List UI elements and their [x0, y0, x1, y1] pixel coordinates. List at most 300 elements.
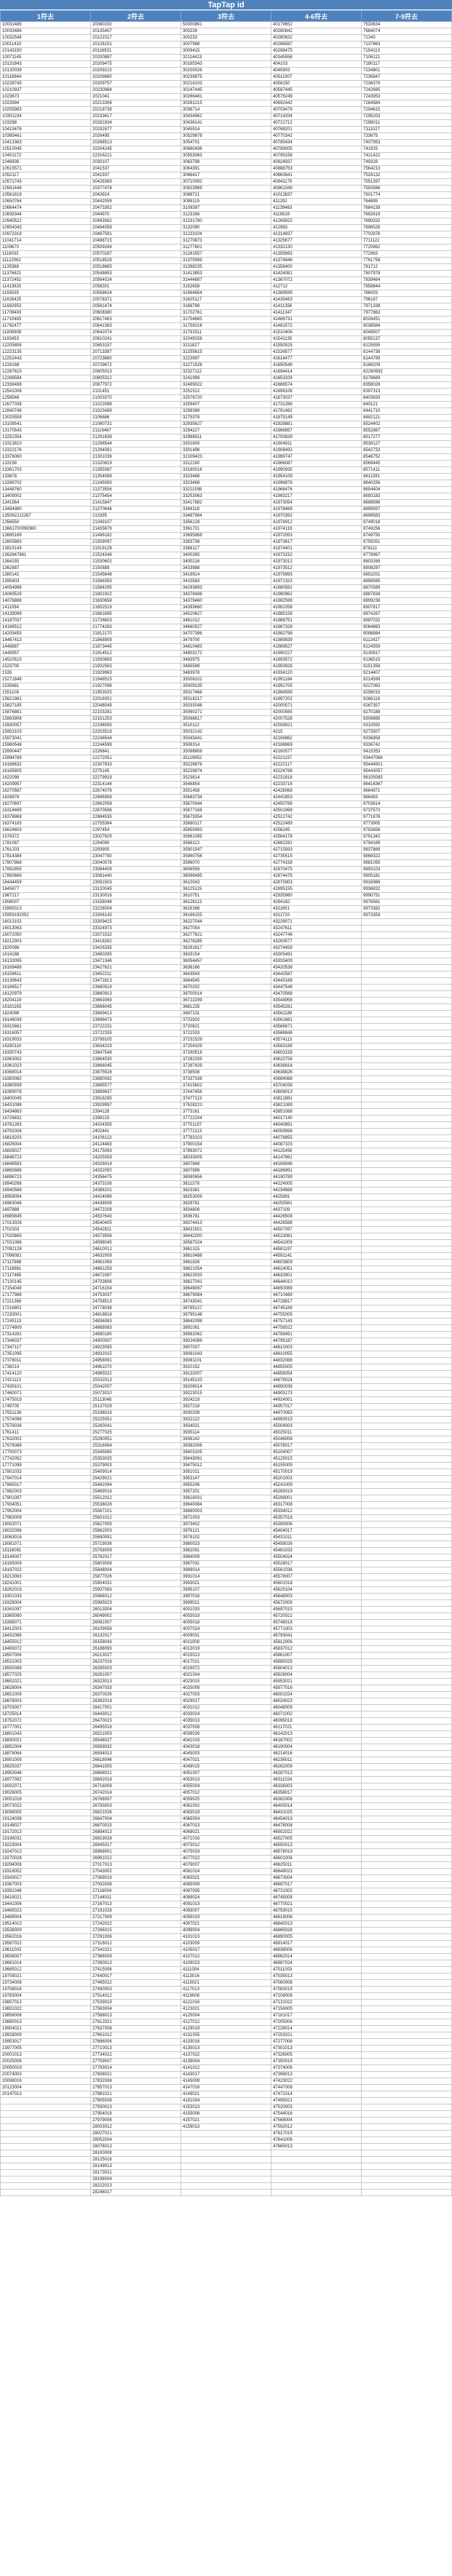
table-cell[interactable]: 38442200: [181, 1233, 271, 1240]
table-cell[interactable]: 25538028: [91, 1502, 181, 1508]
table-cell[interactable]: 27191028: [91, 1908, 181, 1915]
table-cell[interactable]: [362, 1928, 452, 1934]
table-cell[interactable]: 20025008: [1, 2059, 91, 2065]
table-cell[interactable]: 45885025: [271, 1659, 362, 1666]
table-cell[interactable]: 13025559: [1, 415, 91, 421]
table-cell[interactable]: 41411356: [271, 303, 362, 310]
table-cell[interactable]: [1, 2150, 91, 2157]
table-cell[interactable]: 28149013: [91, 2163, 181, 2170]
table-cell[interactable]: 4117013: [181, 1987, 271, 1993]
table-cell[interactable]: 32271526: [181, 362, 271, 369]
table-cell[interactable]: 20877972: [91, 382, 181, 389]
table-cell[interactable]: [362, 1024, 452, 1030]
table-cell[interactable]: 22279919: [91, 775, 181, 782]
table-cell[interactable]: 10031485: [1, 22, 91, 28]
table-cell[interactable]: 45748018: [271, 1620, 362, 1626]
table-cell[interactable]: 878111: [362, 546, 452, 552]
table-cell[interactable]: 46024023: [271, 1698, 362, 1705]
table-cell[interactable]: [362, 1096, 452, 1102]
table-cell[interactable]: 41358400: [271, 264, 362, 271]
table-cell[interactable]: 44147861: [271, 1155, 362, 1161]
table-cell[interactable]: [362, 1043, 452, 1050]
table-cell[interactable]: 16181163: [1, 1004, 91, 1011]
table-cell[interactable]: 46214016: [271, 1751, 362, 1757]
table-cell[interactable]: 35008102: [181, 677, 271, 683]
table-cell[interactable]: 44426508: [271, 1214, 362, 1220]
table-cell[interactable]: 9136515: [362, 657, 452, 664]
table-cell[interactable]: 43821089: [271, 1102, 362, 1109]
table-cell[interactable]: 3506314: [181, 742, 271, 749]
table-cell[interactable]: 47471014: [271, 2091, 362, 2098]
table-cell[interactable]: 25968012: [91, 1594, 181, 1600]
table-cell[interactable]: 24573506: [91, 1233, 181, 1240]
table-cell[interactable]: 411292: [271, 199, 362, 205]
table-cell[interactable]: 3241998: [181, 375, 271, 382]
table-cell[interactable]: 3610751: [181, 893, 271, 899]
table-cell[interactable]: [362, 1594, 452, 1600]
table-cell[interactable]: 8853201: [362, 572, 452, 579]
table-cell[interactable]: [362, 2065, 452, 2072]
table-cell[interactable]: [271, 2190, 362, 2196]
table-cell[interactable]: 17551138: [1, 1410, 91, 1417]
table-cell[interactable]: 39680003: [181, 1508, 271, 1515]
table-cell[interactable]: 40770342: [271, 133, 362, 140]
table-cell[interactable]: 19661014: [1, 1960, 91, 1967]
table-cell[interactable]: 1761203: [1, 847, 91, 854]
table-cell[interactable]: [362, 1220, 452, 1227]
table-cell[interactable]: 4039026: [181, 1731, 271, 1738]
table-cell[interactable]: 42522489: [271, 821, 362, 827]
table-cell[interactable]: 20001013: [1, 2052, 91, 2059]
table-cell[interactable]: 41974401: [271, 546, 362, 552]
table-cell[interactable]: 19514013: [1, 1921, 91, 1928]
table-cell[interactable]: 7284584: [362, 100, 452, 107]
table-cell[interactable]: 10510045: [1, 146, 91, 153]
table-cell[interactable]: 21298544: [91, 441, 181, 448]
table-cell[interactable]: 133158: [1, 461, 91, 467]
table-cell[interactable]: 3643543: [181, 971, 271, 978]
table-cell[interactable]: 9306885: [362, 716, 452, 723]
table-cell[interactable]: 37337338: [181, 1076, 271, 1083]
table-cell[interactable]: 3664545: [181, 978, 271, 985]
table-cell[interactable]: 18852004: [1, 1744, 91, 1751]
table-cell[interactable]: 13252354: [1, 434, 91, 441]
table-cell[interactable]: [362, 2039, 452, 2046]
table-cell[interactable]: 3054701: [181, 140, 271, 146]
table-cell[interactable]: 41971323: [271, 579, 362, 585]
table-cell[interactable]: 27637008: [91, 2026, 181, 2032]
table-cell[interactable]: 3415583: [181, 579, 271, 585]
table-cell[interactable]: 20200887: [91, 55, 181, 61]
table-cell[interactable]: 31281557: [181, 251, 271, 258]
table-cell[interactable]: 8699597: [362, 506, 452, 513]
table-cell[interactable]: 3633154: [181, 952, 271, 958]
table-cell[interactable]: 16378868: [1, 814, 91, 821]
table-cell[interactable]: 22662058: [91, 801, 181, 808]
table-cell[interactable]: [362, 1371, 452, 1378]
table-cell[interactable]: [362, 1260, 452, 1266]
table-cell[interactable]: 45793041: [271, 1633, 362, 1639]
table-cell[interactable]: 16158611: [1, 971, 91, 978]
table-cell[interactable]: 39145133: [181, 1378, 271, 1384]
table-cell[interactable]: 4121016: [181, 2000, 271, 2006]
table-cell[interactable]: 7236379: [362, 81, 452, 87]
table-cell[interactable]: 8749750: [362, 533, 452, 539]
table-cell[interactable]: 47156005: [271, 2006, 362, 2013]
table-cell[interactable]: 4137022: [181, 2052, 271, 2059]
table-cell[interactable]: 10228745: [1, 81, 91, 87]
table-cell[interactable]: 1535681: [1, 683, 91, 690]
table-cell[interactable]: 7242685: [362, 87, 452, 94]
table-cell[interactable]: 8482121: [362, 415, 452, 421]
table-cell[interactable]: 32988511: [181, 434, 271, 441]
table-cell[interactable]: 26692018: [91, 1777, 181, 1784]
table-cell[interactable]: 1258548: [1, 395, 91, 402]
table-cell[interactable]: 3681235: [181, 1004, 271, 1011]
table-cell[interactable]: 45317008: [271, 1502, 362, 1508]
table-cell[interactable]: 44832088: [271, 1358, 362, 1364]
table-cell[interactable]: [362, 1757, 452, 1764]
table-cell[interactable]: 25782017: [91, 1554, 181, 1561]
table-cell[interactable]: 41989939: [271, 637, 362, 644]
table-cell[interactable]: 8974267: [362, 611, 452, 618]
table-cell[interactable]: 4033024: [181, 1712, 271, 1718]
table-cell[interactable]: 9771878: [362, 814, 452, 821]
table-cell[interactable]: [362, 1469, 452, 1476]
table-cell[interactable]: 32576720: [181, 395, 271, 402]
table-cell[interactable]: [362, 1790, 452, 1797]
table-cell[interactable]: 26265003: [91, 1666, 181, 1672]
table-cell[interactable]: 27514012: [91, 1993, 181, 2000]
table-cell[interactable]: 3987031: [181, 1561, 271, 1567]
table-cell[interactable]: [362, 1842, 452, 1849]
table-cell[interactable]: 10413363: [1, 140, 91, 146]
table-cell[interactable]: 25409014: [91, 1469, 181, 1476]
table-cell[interactable]: 16848583: [1, 1161, 91, 1168]
table-cell[interactable]: 4116528: [271, 212, 362, 218]
table-cell[interactable]: 3670202: [181, 985, 271, 991]
table-cell[interactable]: 8571411: [362, 467, 452, 474]
table-cell[interactable]: [362, 1325, 452, 1332]
table-cell[interactable]: 37783103: [181, 1135, 271, 1142]
table-cell[interactable]: 19270028: [1, 1856, 91, 1862]
table-cell[interactable]: 41314837: [271, 231, 362, 238]
table-cell[interactable]: 45481033: [271, 1548, 362, 1554]
table-cell[interactable]: 28076013: [91, 2144, 181, 2150]
table-cell[interactable]: 26392018: [91, 1698, 181, 1705]
table-cell[interactable]: 23040078: [91, 860, 181, 867]
table-cell[interactable]: 39443091: [181, 1456, 271, 1463]
table-cell[interactable]: 18301033: [1, 1594, 91, 1600]
table-cell[interactable]: 3301498: [181, 448, 271, 454]
table-cell[interactable]: 4425891: [271, 1194, 362, 1201]
table-cell[interactable]: 45812006: [271, 1639, 362, 1646]
table-cell[interactable]: 38649097: [181, 1286, 271, 1292]
table-cell[interactable]: 18977092: [1, 1777, 91, 1784]
table-cell[interactable]: 4013019: [181, 1646, 271, 1653]
table-cell[interactable]: [362, 2124, 452, 2131]
table-cell[interactable]: 34393660: [181, 605, 271, 611]
table-cell[interactable]: 27118004: [91, 1888, 181, 1895]
table-cell[interactable]: 9214407: [362, 670, 452, 677]
table-cell[interactable]: 17117988: [1, 1260, 91, 1266]
table-cell[interactable]: 41980962: [271, 592, 362, 598]
table-cell[interactable]: [362, 1351, 452, 1358]
table-cell[interactable]: 4053013: [181, 1777, 271, 1784]
table-cell[interactable]: 15621981: [1, 696, 91, 703]
table-cell[interactable]: 18901009: [1, 1757, 91, 1764]
table-cell[interactable]: 40941179: [271, 179, 362, 186]
table-cell[interactable]: 46336003: [271, 1784, 362, 1790]
table-cell[interactable]: [362, 1070, 452, 1076]
table-cell[interactable]: [181, 2183, 271, 2190]
table-cell[interactable]: 42188869: [271, 742, 362, 749]
table-cell[interactable]: 10118944: [1, 74, 91, 81]
table-cell[interactable]: 44650089: [271, 1286, 362, 1292]
table-cell[interactable]: 9064863: [362, 624, 452, 631]
table-cell[interactable]: 8779967: [362, 552, 452, 559]
table-cell[interactable]: 36700014: [181, 991, 271, 998]
table-cell[interactable]: 3301600: [181, 441, 271, 448]
table-cell[interactable]: 3361701: [181, 526, 271, 533]
table-cell[interactable]: 2044970: [91, 212, 181, 218]
table-cell[interactable]: 25848004: [91, 1567, 181, 1574]
table-cell[interactable]: 9256015: [362, 690, 452, 696]
table-cell[interactable]: 1845677: [1, 886, 91, 893]
table-cell[interactable]: 19391048: [1, 1888, 91, 1895]
table-cell[interactable]: 44115458: [271, 1148, 362, 1155]
table-cell[interactable]: 21630658: [91, 598, 181, 605]
table-cell[interactable]: [362, 1017, 452, 1024]
table-cell[interactable]: 8038584: [362, 323, 452, 330]
table-cell[interactable]: 21022088: [91, 402, 181, 408]
table-cell[interactable]: 45025011: [271, 1430, 362, 1436]
table-cell[interactable]: [1, 2190, 91, 2196]
table-cell[interactable]: 37415602: [181, 1083, 271, 1089]
table-cell[interactable]: 20498715: [91, 238, 181, 245]
table-cell[interactable]: [362, 1502, 452, 1508]
table-cell[interactable]: 4079007: [181, 1862, 271, 1869]
table-cell[interactable]: 3834808: [181, 1207, 271, 1214]
table-cell[interactable]: 4141012: [181, 2065, 271, 2072]
table-cell[interactable]: 4129019: [181, 2026, 271, 2032]
table-cell[interactable]: 42895155: [271, 886, 362, 893]
table-cell[interactable]: 16120979: [1, 991, 91, 998]
table-cell[interactable]: [362, 1718, 452, 1725]
table-cell[interactable]: [362, 2072, 452, 2078]
table-cell[interactable]: 749328: [362, 159, 452, 166]
table-cell[interactable]: 35677168: [181, 808, 271, 814]
table-cell[interactable]: 35033048: [181, 703, 271, 709]
table-cell[interactable]: 10972319: [1, 231, 91, 238]
table-cell[interactable]: 2399215: [91, 1116, 181, 1122]
table-cell[interactable]: 18725014: [1, 1712, 91, 1718]
table-cell[interactable]: [181, 2144, 271, 2150]
table-cell[interactable]: [271, 2183, 362, 2190]
table-cell[interactable]: 46502022: [271, 1829, 362, 1836]
table-cell[interactable]: 20617463: [91, 317, 181, 323]
table-cell[interactable]: 7601774: [362, 192, 452, 199]
table-cell[interactable]: 44810055: [271, 1351, 362, 1358]
table-cell[interactable]: 12205808: [1, 343, 91, 349]
table-cell[interactable]: 46770021: [271, 1901, 362, 1908]
table-cell[interactable]: 41983217: [271, 493, 362, 500]
table-cell[interactable]: 32489022: [181, 382, 271, 389]
table-cell[interactable]: 17676088: [1, 1443, 91, 1450]
table-cell[interactable]: 18444459: [1, 880, 91, 886]
table-cell[interactable]: [362, 1685, 452, 1692]
table-cell[interactable]: 17378011: [1, 1358, 91, 1364]
table-cell[interactable]: [362, 2078, 452, 2085]
table-cell[interactable]: 41435463: [271, 297, 362, 303]
table-cell[interactable]: 27490003: [91, 1987, 181, 1993]
table-cell[interactable]: 24373108: [91, 1181, 181, 1188]
table-cell[interactable]: 23669413: [91, 1011, 181, 1017]
table-cell[interactable]: 11413633: [1, 284, 91, 290]
table-cell[interactable]: 19709021: [1, 1973, 91, 1980]
table-cell[interactable]: 16133095: [1, 958, 91, 965]
table-cell[interactable]: 46576019: [271, 1849, 362, 1856]
table-cell[interactable]: 20233617: [91, 114, 181, 120]
table-cell[interactable]: 18197022: [1, 1567, 91, 1574]
table-cell[interactable]: 41972053: [271, 533, 362, 539]
table-cell[interactable]: 19611003: [1, 1947, 91, 1954]
table-cell[interactable]: 3720621: [181, 1024, 271, 1030]
table-cell[interactable]: 43263577: [271, 939, 362, 945]
table-cell[interactable]: 42774158: [271, 860, 362, 867]
table-cell[interactable]: 36125115: [181, 886, 271, 893]
table-cell[interactable]: 43229071: [271, 919, 362, 926]
table-cell[interactable]: 3989014: [181, 1567, 271, 1574]
table-cell[interactable]: 7407953: [362, 140, 452, 146]
table-cell[interactable]: [1, 2144, 91, 2150]
table-cell[interactable]: 7711122: [362, 238, 452, 245]
table-cell[interactable]: 33695868: [181, 533, 271, 539]
table-cell[interactable]: 40179652: [271, 22, 362, 28]
table-cell[interactable]: [362, 1626, 452, 1633]
table-cell[interactable]: 32935627: [181, 421, 271, 428]
table-cell[interactable]: 36096495: [181, 873, 271, 880]
table-cell[interactable]: 41686574: [271, 382, 362, 389]
table-cell[interactable]: 16431098: [1, 1102, 91, 1109]
table-cell[interactable]: 16380939: [1, 1083, 91, 1089]
table-cell[interactable]: 27808021: [91, 2072, 181, 2078]
table-cell[interactable]: [362, 1967, 452, 1973]
table-cell[interactable]: 41968476: [271, 487, 362, 493]
table-cell[interactable]: 27661012: [91, 2032, 181, 2039]
table-cell[interactable]: 42000565: [271, 709, 362, 716]
table-cell[interactable]: 20564024: [91, 277, 181, 284]
table-cell[interactable]: 26945017: [91, 1842, 181, 1849]
table-cell[interactable]: 20723880: [91, 356, 181, 362]
table-cell[interactable]: [362, 1482, 452, 1489]
table-cell[interactable]: 23916295: [91, 1096, 181, 1102]
table-cell[interactable]: 44169948: [271, 1161, 362, 1168]
table-cell[interactable]: 20581474: [91, 303, 181, 310]
table-cell[interactable]: 14520515: [1, 657, 91, 664]
table-cell[interactable]: 7720862: [362, 245, 452, 251]
table-cell[interactable]: 9783856: [362, 827, 452, 834]
table-cell[interactable]: 8907817: [362, 605, 452, 611]
table-cell[interactable]: 22048049: [91, 703, 181, 709]
table-cell[interactable]: 45170019: [271, 1469, 362, 1476]
table-cell[interactable]: 46962014: [271, 1954, 362, 1960]
table-cell[interactable]: 31791511: [181, 330, 271, 336]
table-cell[interactable]: 19880013: [1, 2019, 91, 2026]
table-cell[interactable]: 36722299: [181, 998, 271, 1004]
table-cell[interactable]: 24900007: [91, 1338, 181, 1345]
table-cell[interactable]: 10071145: [1, 55, 91, 61]
table-cell[interactable]: [362, 2098, 452, 2104]
table-cell[interactable]: 22103281: [91, 709, 181, 716]
table-cell[interactable]: 17351095: [1, 1351, 91, 1358]
table-cell[interactable]: [1, 2183, 91, 2190]
table-cell[interactable]: [362, 1122, 452, 1129]
table-cell[interactable]: 17118981: [1, 1266, 91, 1273]
table-cell[interactable]: 30680436: [181, 146, 271, 153]
table-cell[interactable]: 24703806: [91, 1279, 181, 1286]
table-cell[interactable]: 1135368: [1, 264, 91, 271]
table-cell[interactable]: 26443012: [91, 1712, 181, 1718]
table-cell[interactable]: 1356550: [1, 520, 91, 526]
table-cell[interactable]: [362, 2000, 452, 2006]
table-cell[interactable]: 24106113: [91, 1135, 181, 1142]
table-cell[interactable]: 17216802: [1, 1305, 91, 1312]
table-cell[interactable]: 15959192052: [1, 913, 91, 919]
table-cell[interactable]: 12223135: [1, 349, 91, 356]
table-cell[interactable]: 8997032: [362, 618, 452, 624]
table-cell[interactable]: 41987328: [271, 624, 362, 631]
table-cell[interactable]: 9905181: [362, 873, 452, 880]
table-cell[interactable]: 21519128: [91, 546, 181, 552]
table-cell[interactable]: 46818006: [271, 1915, 362, 1921]
table-cell[interactable]: 34293693: [181, 585, 271, 592]
table-cell[interactable]: 26470023: [91, 1718, 181, 1725]
table-cell[interactable]: 18507006: [1, 1653, 91, 1659]
table-cell[interactable]: 33253063: [181, 493, 271, 500]
table-cell[interactable]: 25196016: [91, 1410, 181, 1417]
table-cell[interactable]: 16185805: [1, 768, 91, 775]
table-cell[interactable]: [362, 1915, 452, 1921]
table-cell[interactable]: 21927098: [91, 683, 181, 690]
table-cell[interactable]: 47083019: [271, 1987, 362, 1993]
table-cell[interactable]: 16624603: [1, 827, 91, 834]
table-cell[interactable]: 27217009: [91, 1915, 181, 1921]
table-cell[interactable]: 10033486: [1, 28, 91, 35]
table-cell[interactable]: 27266015: [91, 1928, 181, 1934]
table-cell[interactable]: 41991705: [271, 683, 362, 690]
table-cell[interactable]: 15271848: [1, 677, 91, 683]
table-cell[interactable]: 41411347: [271, 310, 362, 317]
table-cell[interactable]: 43333409: [271, 958, 362, 965]
table-cell[interactable]: 44905173: [271, 1391, 362, 1397]
table-cell[interactable]: 31625117: [181, 297, 271, 303]
table-cell[interactable]: 3088721: [181, 192, 271, 199]
table-cell[interactable]: 17117465: [1, 1273, 91, 1279]
table-cell[interactable]: 45076017: [271, 1443, 362, 1450]
table-cell[interactable]: 18241001: [1, 1581, 91, 1587]
table-cell[interactable]: 36291617: [181, 945, 271, 952]
table-cell[interactable]: 3991014: [181, 1574, 271, 1581]
table-cell[interactable]: 7528132: [362, 172, 452, 179]
table-cell[interactable]: 1908007: [1, 899, 91, 906]
table-cell[interactable]: [362, 1973, 452, 1980]
table-cell[interactable]: 10255983: [1, 107, 91, 114]
table-cell[interactable]: [362, 1391, 452, 1397]
table-cell[interactable]: 18116091: [1, 1548, 91, 1554]
table-cell[interactable]: 43443168: [271, 978, 362, 985]
table-cell[interactable]: 45390006: [271, 1522, 362, 1528]
